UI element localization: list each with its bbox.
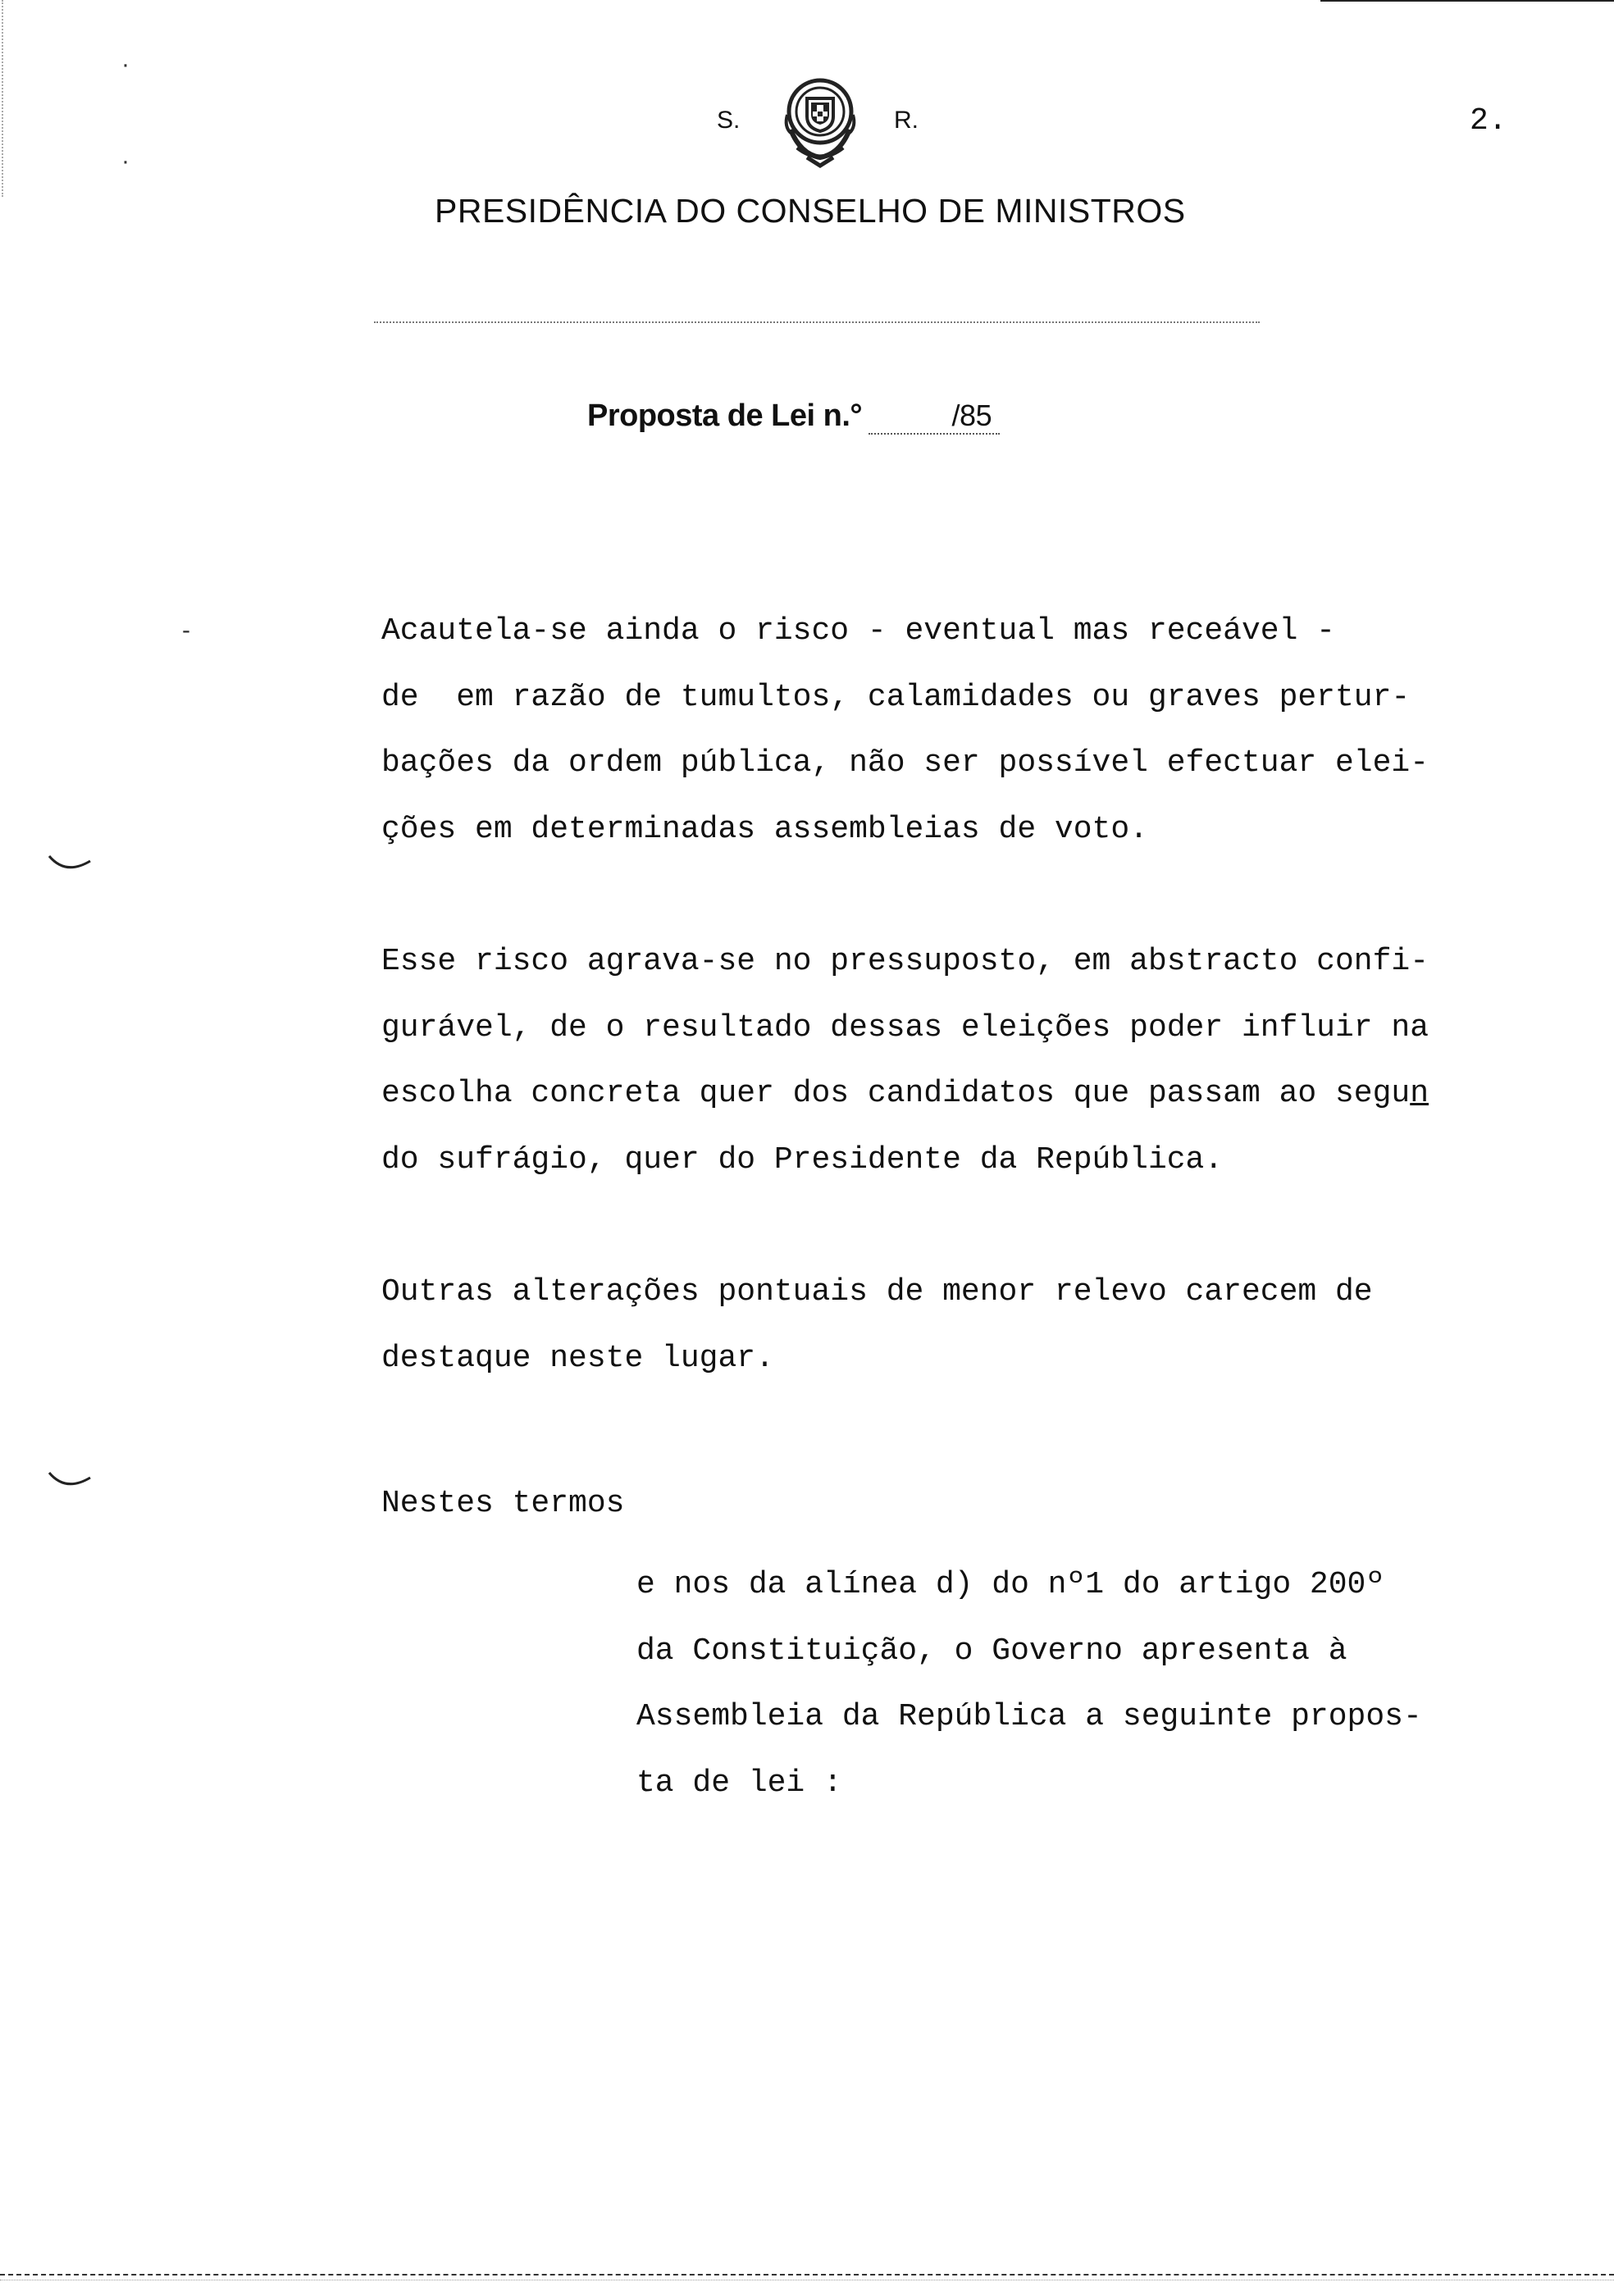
- proposta-number: /85: [869, 399, 1000, 435]
- paragraph-aggravation-end: do sufrágio, quer do Presidente da República.: [381, 1141, 1224, 1178]
- paragraph-proposal-clause: e nos da alínea d) do nº1 do artigo 200º da Constituição, o Governo apresenta à Assembleia da República a seguinte propos- ta de lei :: [636, 1567, 1422, 1801]
- paragraph-other-changes: Outras alterações pontuais de menor relevo carecem de destaque neste lugar.: [381, 1274, 1373, 1376]
- paragraph-aggravation: [381, 929, 1429, 1193]
- underlined-letter: n: [1410, 1076, 1429, 1111]
- top-edge-rule: [1320, 0, 1614, 2]
- margin-dash-mark: -: [182, 617, 190, 644]
- portuguese-coat-of-arms-icon: [764, 66, 876, 177]
- header-dotted-rule: [374, 321, 1260, 323]
- margin-curl-mark: [48, 853, 93, 874]
- header-letter-r: R.: [894, 107, 919, 134]
- header-letter-s: S.: [717, 107, 741, 134]
- margin-dot-mark-top: ·: [121, 51, 130, 78]
- margin-curl-mark-2: [48, 1469, 93, 1491]
- left-edge-marks: [2, 0, 5, 197]
- institution-heading: PRESIDÊNCIA DO CONSELHO DE MINISTROS: [435, 192, 1186, 230]
- margin-dot-mark: ·: [121, 148, 130, 175]
- paragraph-nestes-termos: Nestes termos: [381, 1486, 625, 1521]
- proposta-title: [587, 399, 1000, 435]
- bottom-edge-rule: [0, 2274, 1614, 2276]
- paragraph-risk: Acautela-se ainda o risco - eventual mas receável - de em razão de tumultos, calamidades ou graves pertur- bações da ordem pública, não ser possível efectuar elei- ções em determinadas assembleias de voto.: [381, 613, 1429, 847]
- page-number: 2.: [1470, 103, 1507, 139]
- paragraph-aggravation-text: Esse risco agrava-se no pressuposto, em abstracto confi- gurável, de o resultado dessas eleições poder influir na escolha concreta quer dos candidatos que passam ao segu: [381, 944, 1429, 1111]
- proposta-label: Proposta de Lei n.°: [587, 399, 863, 433]
